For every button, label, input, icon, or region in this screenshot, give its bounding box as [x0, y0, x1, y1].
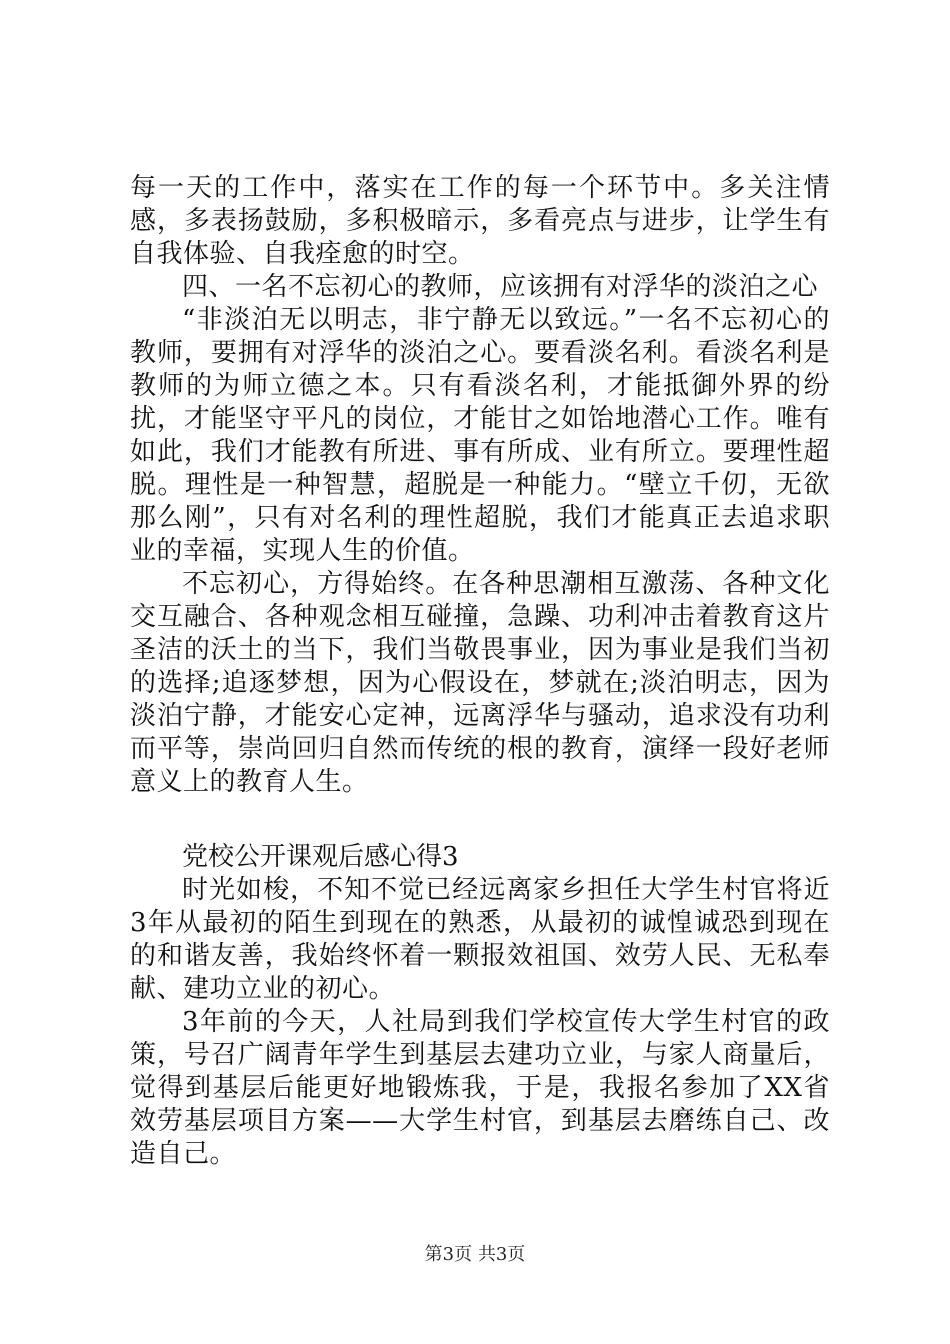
paragraph-gap [130, 799, 830, 841]
paragraph-1: 每一天的工作中，落实在工作的每一个环节中。多关注情感，多表扬鼓励，多积极暗示，多看亮点与进步，让学生有自我体验、自我痊愈的时空。 [130, 173, 830, 269]
paragraph-3: “非淡泊无以明志，非宁静无以致远。”一名不忘初心的教师，要拥有对浮华的淡泊之心。要看淡名利。看淡名利是教师的为师立德之本。只有看淡名利，才能抵御外界的纷扰，才能坚守平凡的岗位，才能甘之如饴地潜心工作。唯有如此，我们才能教有所进、事有所成、业有所立。要理性超脱。理性是一种智慧，超脱是一种能力。“壁立千仞，无欲那么刚”，只有对名利的理性超脱，我们才能真正去追求职业的幸福，实现人生的价值。 [130, 305, 830, 566]
section-title: 党校公开课观后感心得3 [182, 842, 459, 872]
paragraph-6: 3年前的今天，人社局到我们学校宣传大学生村官的政策，号召广阔青年学生到基层去建功立业，与家人商量后，觉得到基层后能更好地锻炼我，于是，我报名参加了XX省效劳基层项目方案——大学生村官，到基层去磨练自己、改造自己。 [130, 1007, 830, 1169]
document-body [130, 172, 830, 1171]
paragraph-4: 不忘初心，方得始终。在各种思潮相互激荡、各种文化交互融合、各种观念相互碰撞，急躁、功利冲击着教育这片圣洁的沃土的当下，我们当敬畏事业，因为事业是我们当初的选择;追逐梦想，因为心假设在，梦就在;淡泊明志，因为淡泊宁静，才能安心定神，远离浮华与骚动，追求没有功利而平等，崇尚回归自然而传统的根的教育，演绎一段好老师意义上的教育人生。 [130, 569, 830, 797]
paragraph-5: 时光如梭，不知不觉已经远离家乡担任大学生村官将近3年从最初的陌生到现在的熟悉，从最初的诚惶诚恐到现在的和谐友善，我始终怀着一颗报效祖国、效劳人民、无私奉献、建功立业的初心。 [130, 875, 830, 1004]
section-heading-four: 四、一名不忘初心的教师，应该拥有对浮华的淡泊之心 [182, 272, 819, 302]
page-number-footer: 第3页 共3页 [424, 1244, 526, 1265]
